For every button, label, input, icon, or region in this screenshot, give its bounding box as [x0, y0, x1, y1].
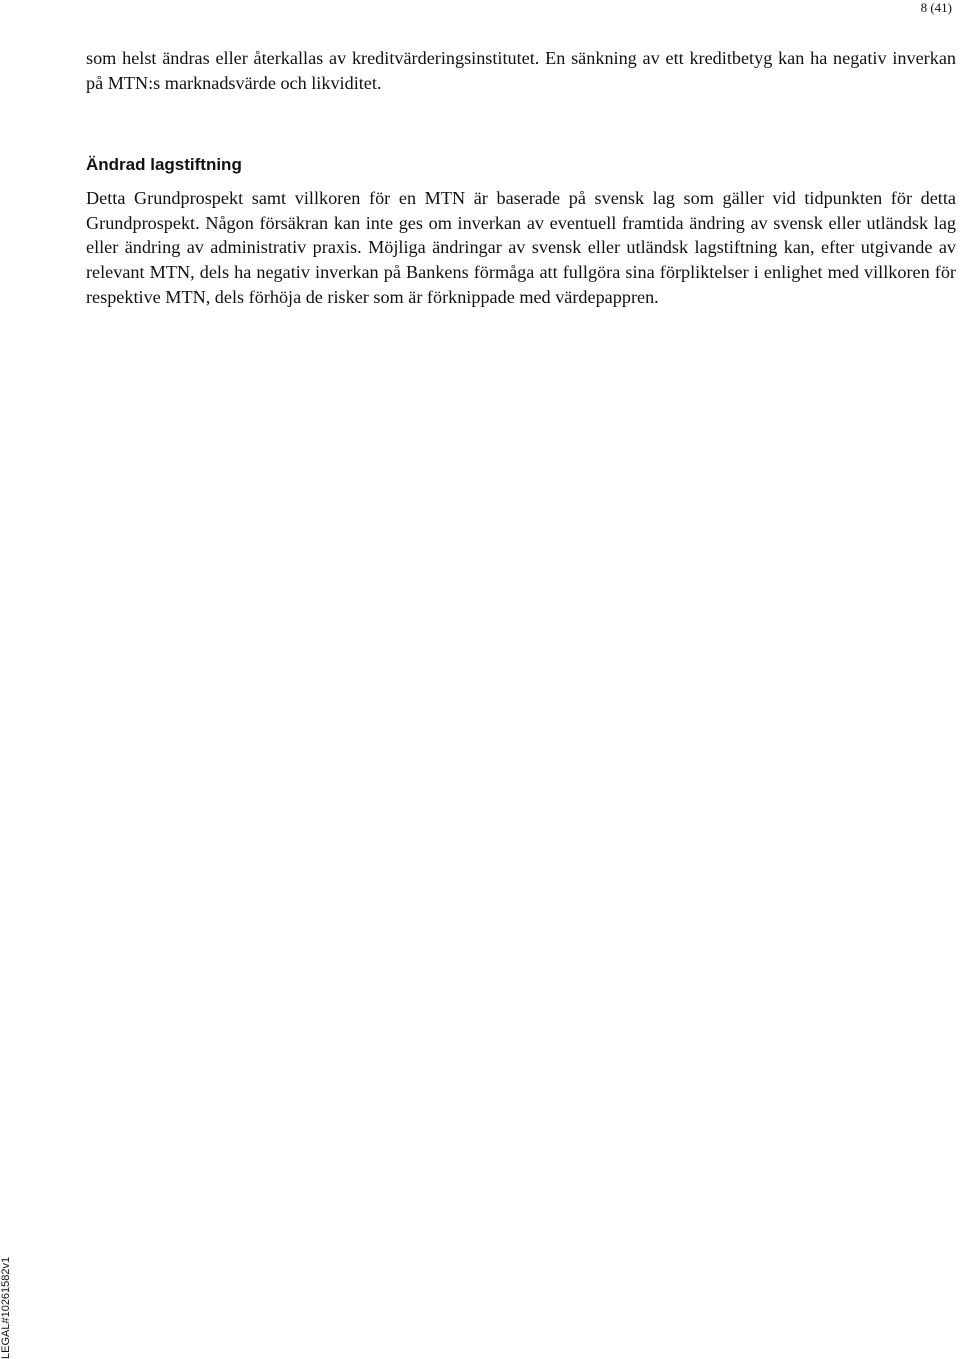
intro-paragraph: som helst ändras eller återkallas av kreditvärderingsinstitutet. En sänkning av ett kreditbetyg kan ha negativ inverkan på MTN:s marknadsvärde och likviditet. [86, 48, 956, 93]
section-heading: Ändrad lagstiftning [86, 155, 242, 175]
document-body [86, 46, 956, 309]
section-paragraph: Detta Grundprospekt samt villkoren för en MTN är baserade på svensk lag som gäller vid tidpunkten för detta Grundprospekt. Någon försäkran kan inte ges om inverkan av eventuell framtida ändring av svensk eller utländsk lag eller ändring av administrativ praxis. Möjliga ändringar av svensk eller utländsk lagstiftning kan, efter utgivande av relevant MTN, dels ha negativ inverkan på Bankens förmåga att fullgöra sina förpliktelser i enlighet med villkoren för respektive MTN, dels förhöja de risker som är förknippade med värdepappren. [86, 188, 956, 307]
page-number: 8 (41) [920, 0, 952, 15]
document-id-margin: LEGAL#10261582v1 [0, 1256, 12, 1359]
